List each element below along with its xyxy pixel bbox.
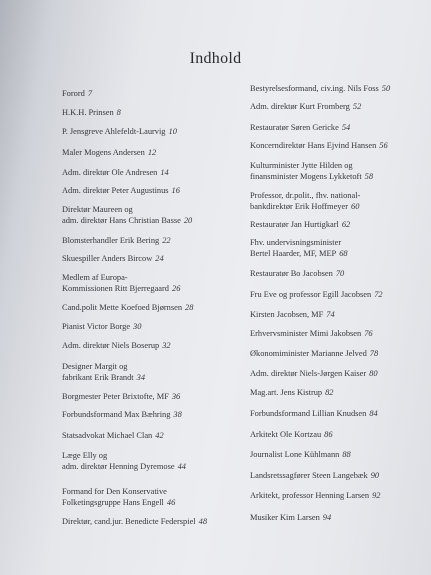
toc-page-number: 7: [87, 89, 92, 98]
toc-page-number: 22: [162, 236, 171, 245]
toc-entry: [62, 340, 242, 351]
toc-entry: [62, 430, 242, 441]
toc-page-number: 38: [173, 410, 182, 419]
toc-entry: [250, 122, 425, 133]
toc-entry: [250, 289, 425, 300]
page-title: Indhold: [189, 50, 242, 67]
toc-page-number: 62: [341, 220, 351, 229]
toc-page-number: 86: [324, 430, 333, 439]
toc-entry-text: adm. direktør Hans Christian Basse 20: [62, 216, 193, 225]
toc-entry: [62, 302, 242, 313]
toc-entry-text: Arkitekt, professor Henning Larsen 92: [250, 491, 381, 500]
toc-entry-text: Direktør Maureen og: [62, 205, 133, 214]
toc-page-number: 32: [162, 341, 171, 350]
toc-page-number: 52: [352, 102, 362, 111]
toc-entry-text: Adm. direktør Niels-Jørgen Kaiser 80: [250, 369, 378, 378]
toc-entry-text: Læge Elly og: [62, 451, 108, 460]
toc-entry: [250, 101, 425, 112]
toc-entry: [250, 368, 425, 379]
toc-entry: [62, 516, 242, 527]
toc-entry-text: Pianist Victor Borge 30: [62, 322, 142, 331]
toc-page-number: 26: [172, 284, 181, 293]
toc-page-number: 16: [171, 186, 180, 195]
toc-entry-text: Maler Mogens Andersen 12: [62, 148, 157, 157]
toc-entry-text: Landsretssagfører Steen Langebæk 90: [250, 471, 380, 480]
toc-entry-text: Professor, dr.polit., fhv. national-: [250, 191, 361, 200]
toc-page-number: 60: [351, 202, 360, 211]
toc-page-number: 54: [341, 123, 351, 132]
toc-entry-text: Designer Margit og: [62, 362, 128, 371]
toc-entry-text: Journalist Lone Kühlmann 88: [250, 450, 351, 459]
toc-page-number: 14: [160, 168, 169, 177]
toc-entry: [250, 429, 425, 440]
toc-page-number: 12: [147, 148, 157, 157]
toc-page-number: 84: [369, 409, 378, 418]
toc-entry-text: Kirsten Jacobsen, MF 74: [250, 310, 335, 319]
toc-entry-text: bankdirektør Erik Hoffmeyer 60: [250, 202, 360, 211]
toc-page-number: 8: [116, 108, 121, 117]
toc-entry-text: Forord 7: [62, 89, 92, 98]
toc-entry: [250, 449, 425, 460]
toc-entry-text: Adm. direktør Peter Augustinus 16: [62, 186, 180, 195]
toc-page-number: 30: [133, 322, 142, 331]
toc-entry-text: Økonomiminister Marianne Jelved 78: [250, 349, 379, 358]
toc-page-number: 82: [325, 388, 334, 397]
toc-entry-text: Medlem af Europa-: [62, 273, 128, 282]
toc-page-number: 56: [379, 141, 388, 150]
toc-entry-text: adm. direktør Henning Dyremose 44: [62, 462, 186, 471]
toc-entry-text: Koncerndirektør Hans Ejvind Hansen 56: [250, 141, 388, 150]
toc-page-number: 46: [166, 498, 176, 507]
toc-entry-text: Restauratør Jan Hurtigkarl 62: [250, 220, 351, 229]
toc-entry-text: Fru Eve og professor Egill Jacobsen 72: [250, 290, 383, 299]
toc-entry-text: Erhvervsminister Mimi Jakobsen 76: [250, 329, 373, 338]
toc-entry-text: Bertel Haarder, MF, MEP 68: [250, 249, 348, 258]
toc-page-number: 36: [171, 392, 181, 401]
toc-entry: [250, 268, 425, 279]
toc-entry: [62, 126, 242, 137]
toc-page-number: 44: [177, 462, 186, 471]
toc-page-number: 10: [168, 127, 177, 136]
toc-page-number: 70: [335, 269, 345, 278]
toc-entry: [62, 88, 242, 99]
toc-entry-text: Adm. direktør Ole Andresen 14: [62, 168, 169, 177]
toc-page-number: 68: [339, 249, 348, 258]
toc-page-number: 20: [183, 216, 193, 225]
toc-entry: [62, 235, 242, 246]
toc-entry: [250, 237, 425, 259]
toc-entry-text: Kulturminister Jytte Hilden og: [250, 161, 353, 170]
toc-entry: [250, 328, 425, 339]
toc-entry: [250, 83, 425, 94]
toc-entry: [62, 321, 242, 332]
toc-page-number: 48: [198, 517, 207, 526]
toc-entry-text: Direktør, cand.jur. Benedicte Federspiel 48: [62, 517, 207, 526]
toc-entry: [62, 253, 242, 264]
toc-entry-text: Folketingsgruppe Hans Engell 46: [62, 498, 176, 507]
toc-entry: [250, 190, 425, 212]
toc-page-number: 90: [370, 471, 380, 480]
toc-entry-text: Cand.polit Mette Koefoed Bjørnsen 28: [62, 303, 194, 312]
toc-entry-text: finansminister Mogens Lykketoft 58: [250, 172, 374, 181]
toc-entry-text: Forbundsformand Lillian Knudsen 84: [250, 409, 378, 418]
toc-page-number: 78: [369, 349, 379, 358]
toc-entry: [250, 408, 425, 419]
toc-entry-text: Statsadvokat Michael Clan 42: [62, 431, 164, 440]
toc-entry: [62, 486, 242, 508]
toc-page-number: 28: [185, 303, 194, 312]
toc-entry: [250, 309, 425, 320]
toc-entry-text: Adm. direktør Kurt Fromberg 52: [250, 102, 362, 111]
toc-entry-text: Blomsterhandler Erik Bering 22: [62, 236, 171, 245]
toc-entry-text: Skuespiller Anders Bircow 24: [62, 254, 164, 263]
toc-entry-text: Bestyrelsesformand, civ.ing. Nils Foss 50: [250, 84, 391, 93]
toc-page-number: 72: [374, 290, 383, 299]
toc-entry: [62, 147, 242, 158]
toc-entry-text: H.K.H. Prinsen 8: [62, 108, 121, 117]
toc-entry: [62, 272, 242, 294]
toc-entry-text: Arkitekt Ole Kortzau 86: [250, 430, 333, 439]
toc-entry: [250, 512, 425, 523]
toc-entry: [62, 450, 242, 472]
toc-entry-text: Restauratør Bo Jacobsen 70: [250, 269, 345, 278]
toc-entry-text: Borgmester Peter Brixtofte, MF 36: [62, 392, 181, 401]
toc-page-number: 58: [364, 172, 374, 181]
toc-page-number: 74: [326, 310, 335, 319]
toc-entry-text: Kommissionen Ritt Bjerregaard 26: [62, 284, 181, 293]
toc-entry-text: Formand for Den Konservative: [62, 487, 167, 496]
toc-page-number: 80: [369, 369, 378, 378]
toc-entry: [62, 107, 242, 118]
toc-entry: [62, 409, 242, 420]
toc-entry: [62, 204, 242, 226]
toc-page-number: 42: [155, 431, 164, 440]
toc-page-number: 34: [136, 373, 146, 382]
toc-entry-text: fabrikant Erik Brandt 34: [62, 373, 146, 382]
toc-page-number: 94: [322, 513, 332, 522]
toc-entry-text: Mag.art. Jens Kistrup 82: [250, 388, 334, 397]
toc-page-number: 88: [342, 450, 351, 459]
toc-entry: [250, 219, 425, 230]
toc-entry-text: Adm. direktør Niels Boserup 32: [62, 341, 171, 350]
toc-entry: [250, 160, 425, 182]
toc-entry: [62, 391, 242, 402]
toc-page-number: 24: [155, 254, 164, 263]
toc-entry: [62, 167, 242, 178]
toc-entry: [62, 361, 242, 383]
toc-page-number: 76: [364, 329, 373, 338]
toc-entry-text: Restauratør Søren Gericke 54: [250, 123, 351, 132]
toc-page-number: 50: [381, 84, 391, 93]
toc-entry: [250, 387, 425, 398]
toc-entry: [250, 140, 425, 151]
toc-page-number: 92: [372, 491, 381, 500]
toc-entry-text: P. Jensgreve Ahlefeldt-Laurvig 10: [62, 127, 177, 136]
toc-entry-text: Musiker Kim Larsen 94: [250, 513, 332, 522]
toc-entry-text: Fhv. undervisningsminister: [250, 238, 342, 247]
toc-entry: [250, 348, 425, 359]
toc-entry-text: Forbundsformand Max Bæhring 38: [62, 410, 182, 419]
toc-entry: [62, 185, 242, 196]
toc-entry: [250, 470, 425, 481]
toc-entry: [250, 490, 425, 501]
